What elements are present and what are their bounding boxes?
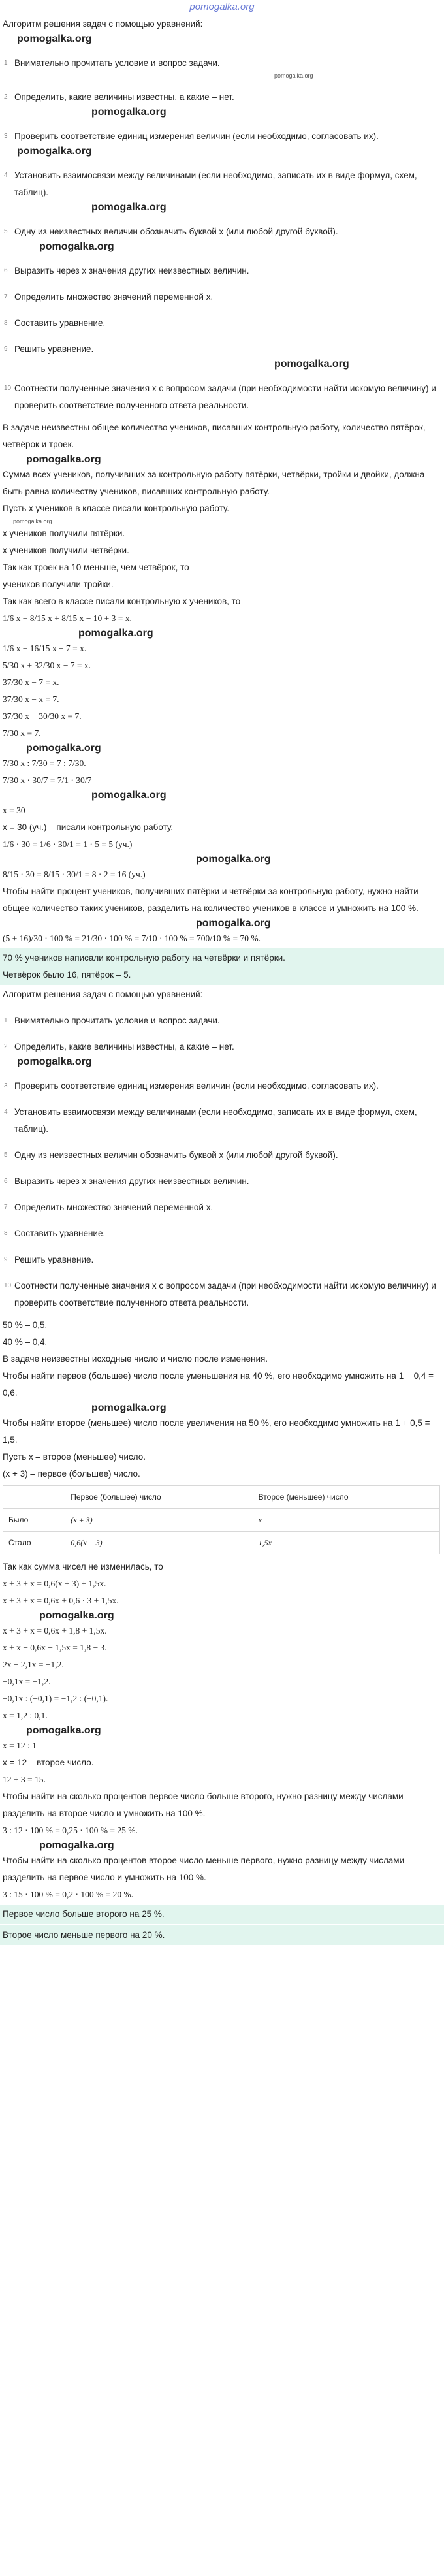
- watermark: pomogalka.org: [39, 1610, 114, 1621]
- equation-line: x = 30: [3, 805, 25, 815]
- step: 6 Выразить через x значения других неизвестных величин.: [4, 1176, 249, 1186]
- equation-line: x + 3 + x = 0,6(x + 3) + 1,5x.: [3, 1579, 106, 1588]
- watermark: pomogalka.org: [39, 241, 114, 252]
- step: 3 Проверить соответствие единиц измерения величин (если необходимо, согласовать их).: [4, 131, 379, 141]
- paragraph: Так как троек на 10 меньше, чем четвёрок, то: [3, 562, 189, 572]
- watermark: pomogalka.org: [91, 202, 166, 213]
- watermark: pomogalka.org: [26, 1725, 101, 1736]
- paragraph: 40 % – 0,4.: [3, 1337, 48, 1347]
- step: 5 Одну из неизвестных величин обозначить буквой x (или любой другой буквой).: [4, 227, 338, 236]
- equation-line: 3 : 12 · 100 % = 0,25 · 100 % = 25 %.: [3, 1826, 138, 1835]
- paragraph: Так как сумма чисел не изменилась, то: [3, 1562, 163, 1571]
- step: 10 Соотнести полученные значения x с вопросом задачи (при необходимости найти искомую величину) и проверить соответствие полученного ответа реальности.: [4, 1281, 436, 1308]
- equation-line: (5 + 16)/30 · 100 % = 21/30 · 100 % = 7/10 · 100 % = 700/10 % = 70 %.: [3, 933, 261, 943]
- paragraph: учеников получили тройки.: [3, 579, 114, 589]
- watermark: pomogalka.org: [196, 854, 271, 865]
- equation-line: 7/30 x · 30/7 = 7/1 · 30/7: [3, 775, 92, 785]
- step: 1 Внимательно прочитать условие и вопрос задачи.: [4, 1016, 220, 1025]
- equation-line: x + x − 0,6x − 1,5x = 1,8 − 3.: [3, 1643, 107, 1652]
- watermark: pomogalka.org: [26, 743, 101, 754]
- watermark: pomogalka.org: [91, 106, 166, 118]
- watermark: pomogalka.org: [91, 1402, 166, 1413]
- watermark: pomogalka.org: [274, 359, 349, 370]
- step: 2 Определить, какие величины известны, а какие – нет.: [4, 1042, 234, 1052]
- step: 4 Установить взаимосвязи между величинами (если необходимо, записать их в виде формул, схем, таблиц).: [4, 1107, 417, 1134]
- step: 8 Составить уравнение.: [4, 318, 106, 328]
- equation-line: 7/30 x : 7/30 = 7 : 7/30.: [3, 758, 86, 768]
- paragraph: Пусть x – второе (меньшее) число.: [3, 1452, 146, 1462]
- step: 5 Одну из неизвестных величин обозначить буквой x (или любой другой буквой).: [4, 1150, 338, 1160]
- step: 2 Определить, какие величины известны, а какие – нет.: [4, 92, 234, 102]
- equation-line: 37/30 x − x = 7.: [3, 694, 59, 704]
- equation-line: 37/30 x − 30/30 x = 7.: [3, 711, 82, 721]
- equation-line: x + 3 + x = 0,6x + 1,8 + 1,5x.: [3, 1626, 107, 1635]
- paragraph: x = 12 – второе число.: [3, 1758, 94, 1767]
- equation-line: x + 3 + x = 0,6x + 0,6 · 3 + 1,5x.: [3, 1596, 119, 1605]
- paragraph: В задаче неизвестны общее количество учеников, писавших контрольную работу, количество пятёрок, четвёрок и троек.: [3, 423, 426, 449]
- watermark: pomogalka.org: [274, 72, 313, 79]
- step: 10 Соотнести полученные значения x с вопросом задачи (при необходимости найти искомую величину) и проверить соответствие полученного ответа реальности.: [4, 383, 436, 410]
- paragraph: В задаче неизвестны исходные число и число после изменения.: [3, 1354, 268, 1364]
- watermark: pomogalka.org: [39, 1840, 114, 1851]
- paragraph: (x + 3) – первое (большее) число.: [3, 1469, 140, 1479]
- paragraph: Чтобы найти на сколько процентов второе число меньше первого, нужно разницу между числами разделить на первое число и умножить на 100 %.: [3, 1856, 405, 1882]
- watermark: pomogalka.org: [26, 454, 101, 465]
- table-header-row: Первое (большее) число Второе (меньшее) число: [3, 1486, 440, 1509]
- step: 7 Определить множество значений переменной x.: [4, 292, 214, 302]
- paragraph: x = 30 (уч.) – писали контрольную работу.: [3, 822, 174, 832]
- equation-block-1: [0, 610, 444, 819]
- equation-line: x = 1,2 : 0,1.: [3, 1711, 48, 1720]
- step: 3 Проверить соответствие единиц измерения величин (если необходимо, согласовать их).: [4, 1081, 379, 1091]
- answer-2: Первое число больше второго на 25 %.: [0, 1905, 444, 1924]
- paragraph: x учеников получили пятёрки.: [3, 528, 125, 538]
- paragraph: Чтобы найти процент учеников, получивших пятёрки и четвёрки за контрольную работу, нужно найти общее количество таких учеников, разделить на количество учеников в классе и умножить на 100 %.: [3, 886, 419, 913]
- equation-line: 37/30 x − 7 = x.: [3, 677, 59, 687]
- paragraph: Чтобы найти второе (меньшее) число после увеличения на 50 %, его необходимо умножить на 1 + 0,5 = 1,5.: [3, 1418, 430, 1445]
- step: 6 Выразить через x значения других неизвестных величин.: [4, 266, 249, 276]
- step: 9 Решить уравнение.: [4, 1255, 94, 1264]
- watermark: pomogalka.org: [17, 1056, 92, 1067]
- watermark: pomogalka.org: [91, 790, 166, 801]
- step: 9 Решить уравнение.: [4, 344, 94, 354]
- step: 8 Составить уравнение.: [4, 1229, 106, 1238]
- paragraph: Чтобы найти на сколько процентов первое число больше второго, нужно разницу между числами разделить на второе число и умножить на 100 %.: [3, 1792, 404, 1818]
- answer-3: Второе число меньше первого на 20 %.: [0, 1925, 444, 1945]
- site-header[interactable]: pomogalka.org: [189, 1, 255, 12]
- data-table: [3, 1485, 440, 1554]
- equation-line: 1/6 x + 8/15 x + 8/15 x − 10 + 3 = x.: [3, 613, 132, 623]
- paragraph: x учеников получили четвёрки.: [3, 545, 129, 555]
- watermark: pomogalka.org: [13, 518, 52, 524]
- paragraph: Сумма всех учеников, получивших за контрольную работу пятёрки, четвёрки, тройки и двойки, должна быть равна количеству учеников, писавших контрольную работу.: [3, 470, 425, 496]
- algorithm-title: Алгоритм решения задач с помощью уравнений:: [3, 990, 203, 999]
- equation-line: 5/30 x + 32/30 x − 7 = x.: [3, 660, 91, 670]
- equation-line: −0,1x = −1,2.: [3, 1677, 51, 1686]
- equation-line: 3 : 15 · 100 % = 0,2 · 100 % = 20 %.: [3, 1890, 134, 1899]
- equation-line: 1/6 · 30 = 1/6 · 30/1 = 1 · 5 = 5 (уч.): [3, 839, 133, 849]
- watermark: pomogalka.org: [196, 918, 271, 929]
- equation-line: 12 + 3 = 15.: [3, 1775, 46, 1784]
- step: 7 Определить множество значений переменной x.: [4, 1202, 214, 1212]
- watermark: pomogalka.org: [78, 628, 153, 639]
- equation-line: 8/15 · 30 = 8/15 · 30/1 = 8 · 2 = 16 (уч.): [3, 869, 146, 879]
- equation-line: −0,1x : (−0,1) = −1,2 : (−0,1).: [3, 1694, 108, 1703]
- equation-line: 7/30 x = 7.: [3, 728, 41, 738]
- table-row: Было (x + 3) x: [3, 1509, 440, 1532]
- table-row: Стало 0,6(x + 3) 1,5x: [3, 1532, 440, 1554]
- paragraph: Так как всего в классе писали контрольную x учеников, то: [3, 596, 241, 606]
- paragraph: 50 % – 0,5.: [3, 1320, 48, 1330]
- paragraph: Чтобы найти первое (большее) число после уменьшения на 40 %, его необходимо умножить на 1 − 0,4 = 0,6.: [3, 1371, 434, 1398]
- watermark: pomogalka.org: [17, 146, 92, 157]
- algorithm-list-2: [0, 1012, 444, 1312]
- step: 4 Установить взаимосвязи между величинами (если необходимо, записать их в виде формул, схем, таблиц).: [4, 170, 417, 197]
- equation-line: x = 12 : 1: [3, 1741, 37, 1750]
- equation-block-2: [0, 1575, 444, 1754]
- algorithm-list-1: [0, 55, 444, 414]
- equation-line: 1/6 x + 16/15 x − 7 = x.: [3, 643, 87, 653]
- equation-line: 2x − 2,1x = −1,2.: [3, 1660, 64, 1669]
- algorithm-title: Алгоритм решения задач с помощью уравнений:: [3, 19, 203, 29]
- step: 1 Внимательно прочитать условие и вопрос задачи.: [4, 58, 220, 68]
- watermark: pomogalka.org: [17, 33, 92, 44]
- paragraph: Пусть x учеников в классе писали контрольную работу.: [3, 504, 230, 513]
- answer-1: 70 % учеников написали контрольную работу на четвёрки и пятёрки. Четвёрок было 16, пятёрок – 5.: [0, 948, 444, 985]
